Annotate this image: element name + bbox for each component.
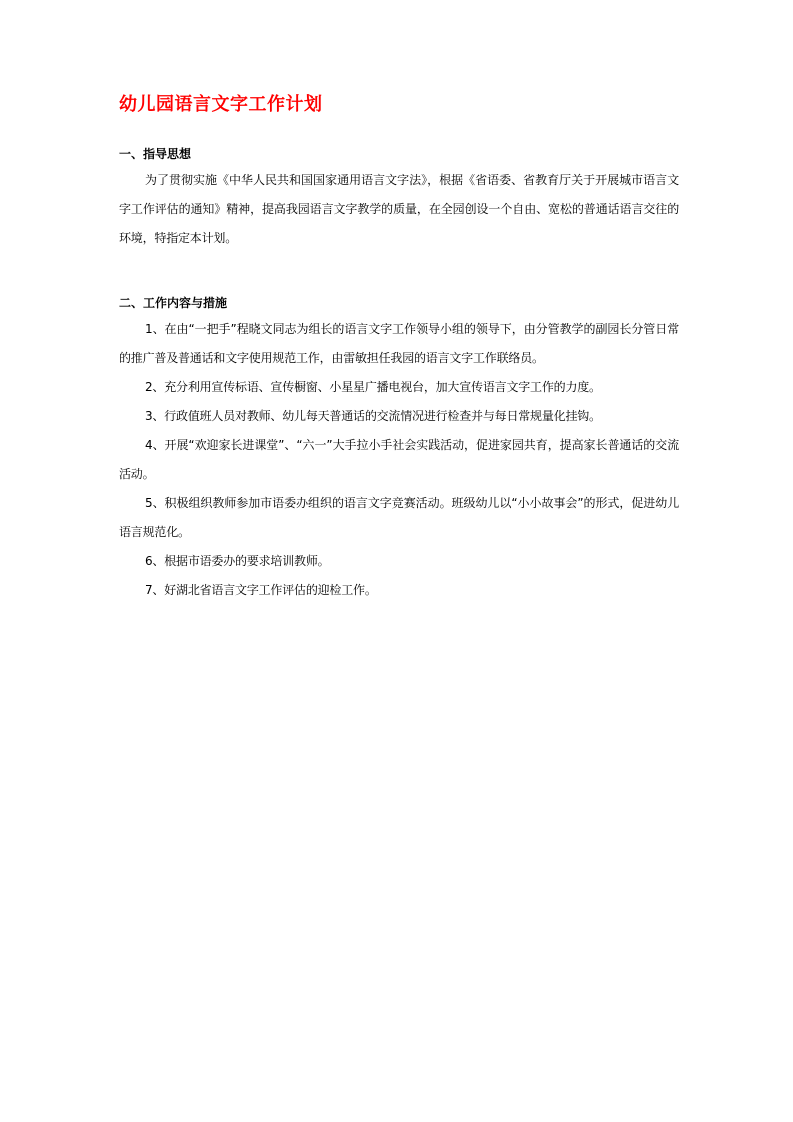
document-content [119,92,679,605]
work-item-list [119,315,679,605]
list-item: 6、根据市语委办的要求培训教师。 [145,554,330,568]
list-item: 5、积极组织教师参加市语委办组织的语言文字竞赛活动。班级幼儿以“小小故事会”的形式，促进幼儿语言规范化。 [119,496,679,539]
section-paragraph-guiding-ideology: 为了贯彻实施《中华人民共和国国家通用语言文字法》，根据《省语委、省教育厅关于开展城市语言文字工作评估的通知》精神，提高我园语言文字教学的质量，在全园创设一个自由、宽松的普通话语言交往的环境，特指定本计划。 [119,173,679,245]
list-item: 7、好湖北省语言文字工作评估的迎检工作。 [145,583,377,597]
section-heading-guiding-ideology: 一、指导思想 [119,147,192,161]
list-item: 1、在由“一把手”程晓文同志为组长的语言文字工作领导小组的领导下，由分管教学的副园长分管日常的推广普及普通话和文字使用规范工作，由雷敏担任我园的语言文字工作联络员。 [119,322,679,365]
list-item: 4、开展“欢迎家长进课堂”、“六一”大手拉小手社会实践活动，促进家园共育，提高家长普通话的交流活动。 [119,438,679,481]
list-item: 3、行政值班人员对教师、幼儿每天普通话的交流情况进行检查并与每日常规量化挂钩。 [145,409,601,423]
document-title: 幼儿园语言文字工作计划 [119,94,323,115]
section-heading-work-content: 二、工作内容与措施 [119,296,228,310]
list-item: 2、充分利用宣传标语、宣传橱窗、小星星广播电视台，加大宣传语言文字工作的力度。 [145,380,601,394]
